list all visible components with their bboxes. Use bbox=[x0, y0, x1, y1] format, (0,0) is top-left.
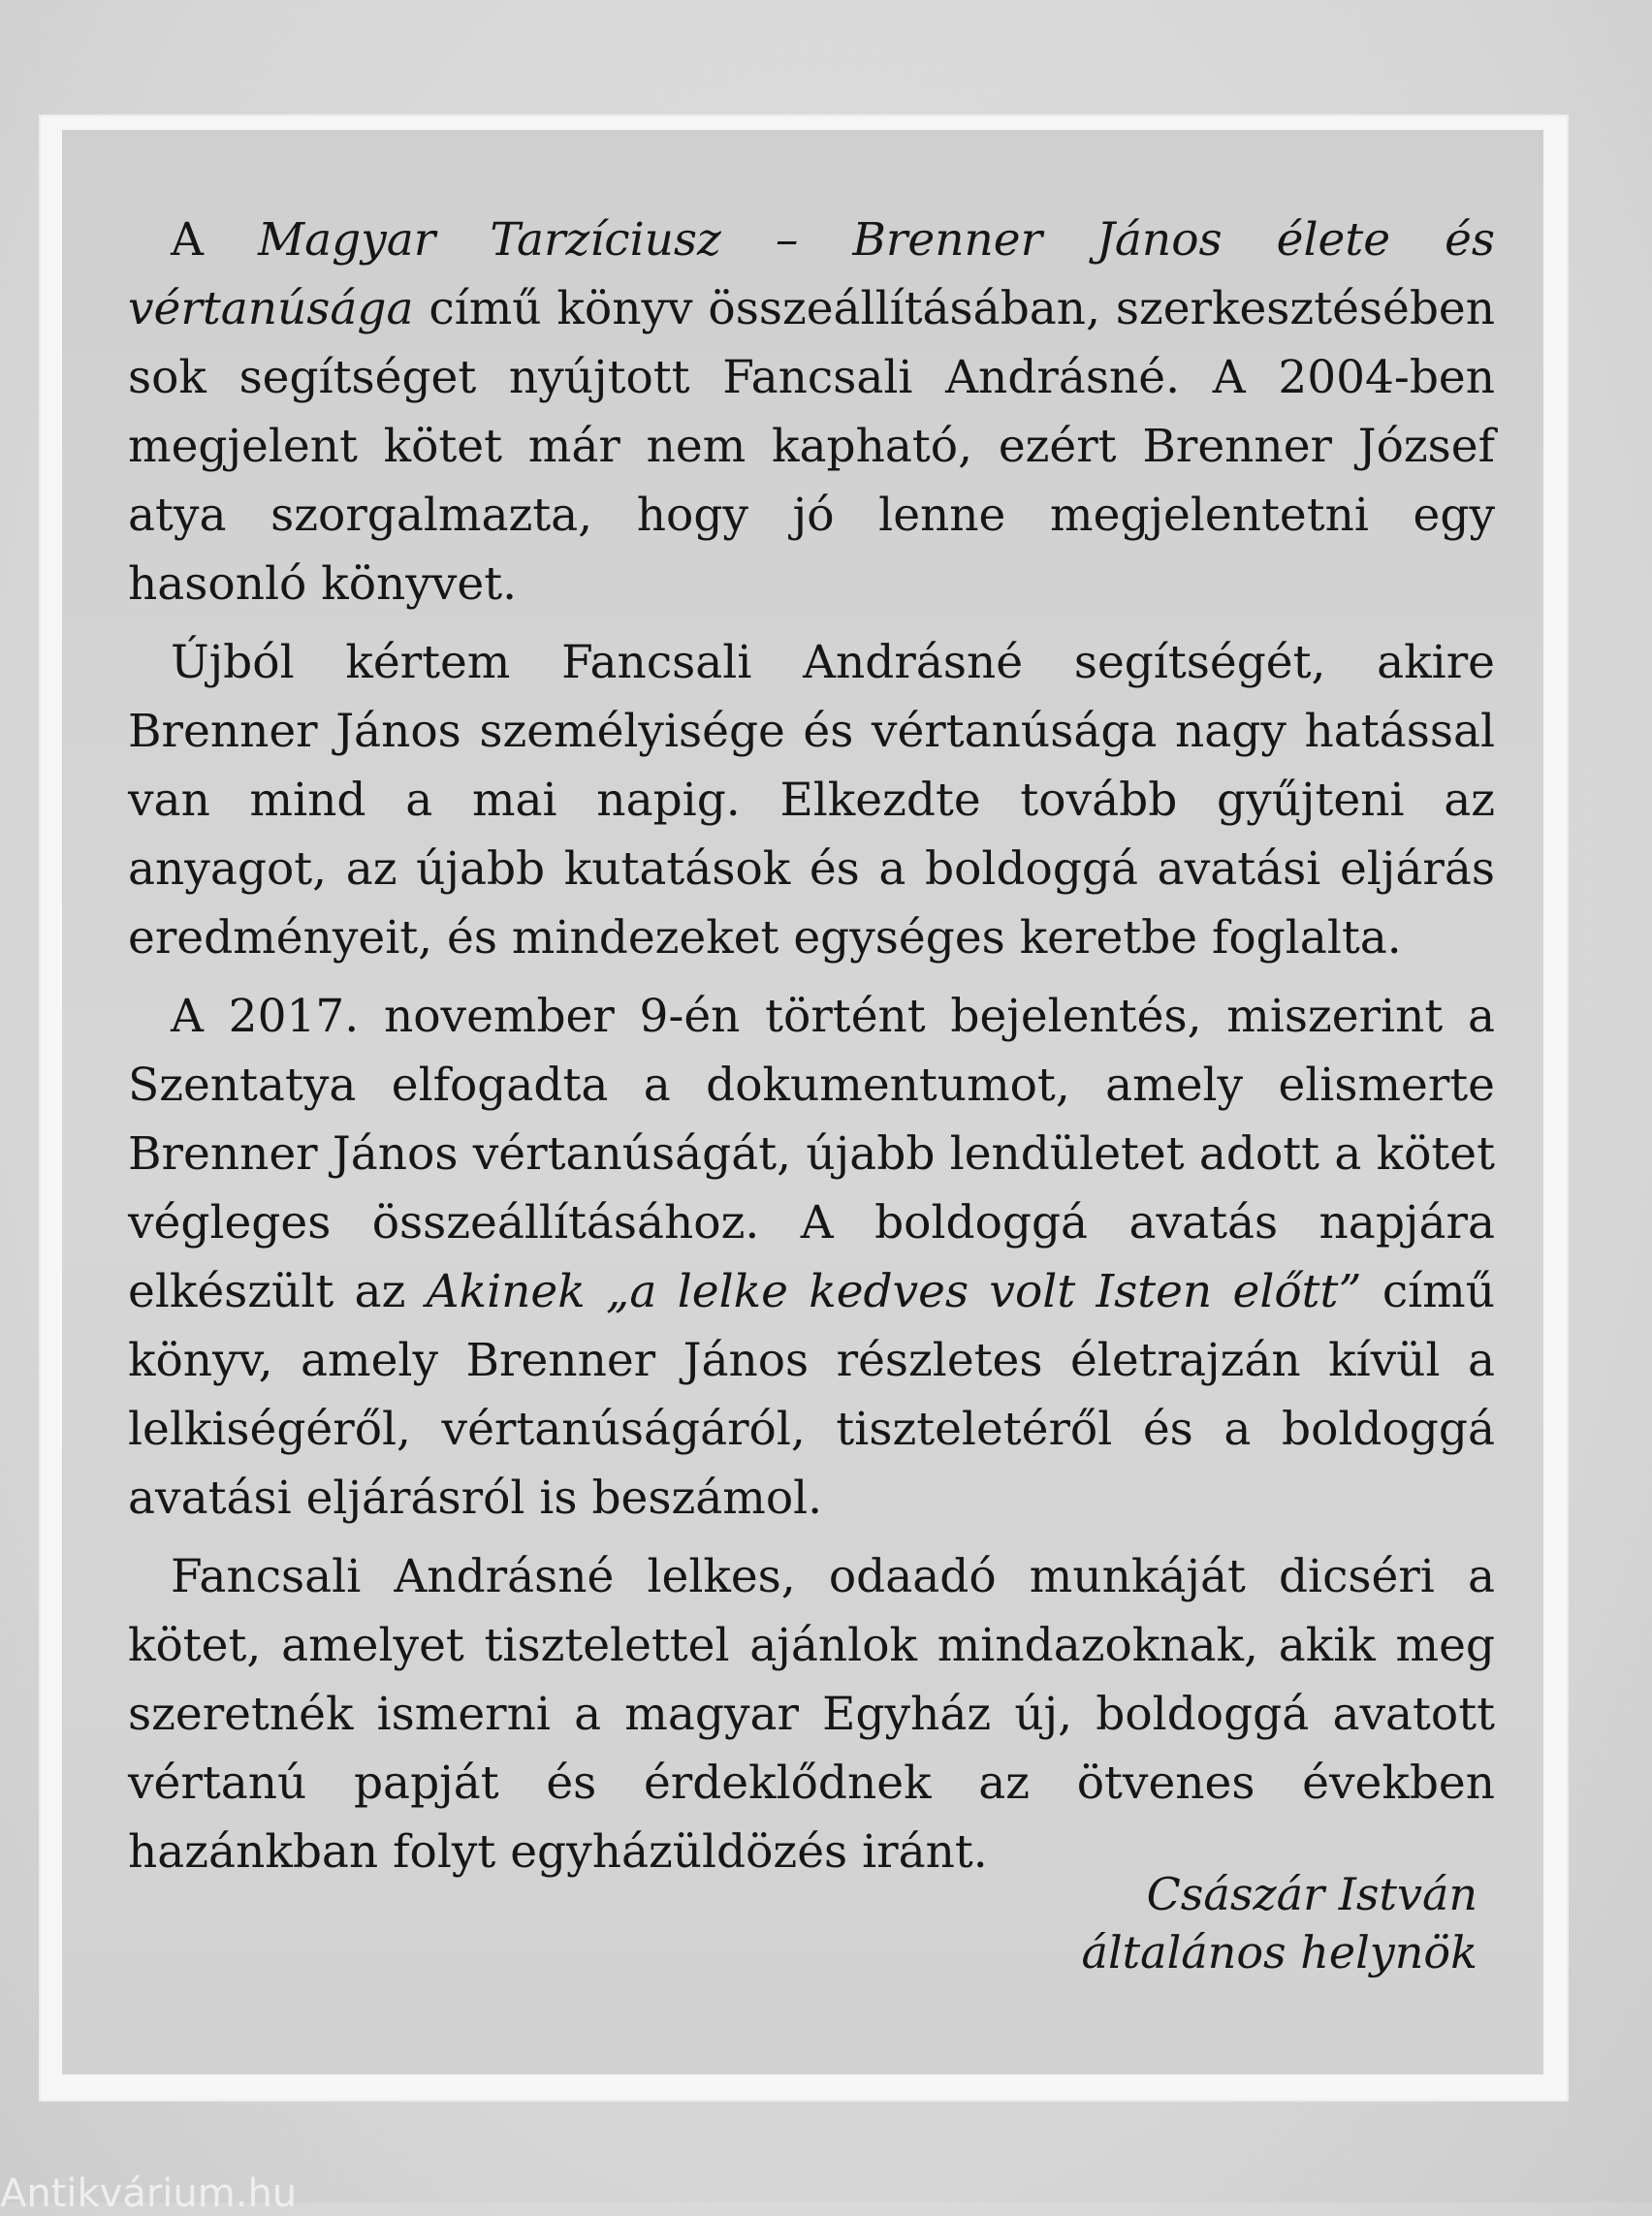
signature-title: általános helynök bbox=[1081, 1926, 1477, 1979]
book-title-2: Akinek „a lelke kedves volt Isten előtt” bbox=[426, 1265, 1362, 1318]
paragraph-4-part-1: Fancsali Andrásné lelkes, odaadó munkáját dicséri a kötet, amelyet tisztelettel ajánlok mindazoknak, akik meg szeretnék ismerni a magyar Egyház új, boldoggá avatott vértanú papját és érdeklődnek az ötvenes években hazánkban folyt egyházüldözés iránt. bbox=[128, 1550, 1495, 1879]
paragraph-3 bbox=[128, 982, 1495, 1533]
body-text bbox=[128, 206, 1495, 1896]
paragraph-2 bbox=[128, 628, 1495, 972]
book-title-1: Magyar Tarzíciusz – Brenner János élete és vértanúsága bbox=[128, 213, 1496, 335]
page-sheet bbox=[39, 114, 1569, 2102]
paragraph-3-part-3: című könyv, amely Brenner János részletes életrajzán kívül a lelkiségéről, vértanúságáról, tiszteletéről és a boldoggá avatási eljárásról is beszámol. bbox=[128, 1265, 1496, 1525]
paragraph-2-part-1: Újból kértem Fancsali Andrásné segítségét, akire Brenner János személyisége és vértanúsága nagy hatással van mind a mai napig. Elkezdte tovább gyűjteni az anyagot, az újabb kutatások és a boldoggá avatási eljárás eredményeit, és mindezeket egységes keretbe foglalta. bbox=[128, 636, 1495, 965]
watermark: Antikvárium.hu bbox=[0, 2171, 298, 2216]
paragraph-1-part-1: A bbox=[171, 213, 258, 267]
paragraph-1-part-3: című könyv összeállításában, szerkesztésében sok segítséget nyújtott Fancsali Andrásné. A 2004-ben megjelent kötet már nem kapható, ezért Brenner József atya szorgalmazta, hogy jó lenne megjelentetni egy hasonló könyvet. bbox=[128, 282, 1495, 611]
signature-block bbox=[1082, 1865, 1477, 1981]
paragraph-1 bbox=[128, 206, 1495, 618]
paragraph-3-part-1: A 2017. november 9-én történt bejelentés, miszerint a Szentatya elfogadta a dokumentumot, amely elismerte Brenner János vértanúságát, újabb lendületet adott a kötet végleges összeállításához. A boldoggá avatás napjára elkészült az bbox=[128, 990, 1495, 1318]
signature-name: Császár István bbox=[1146, 1868, 1477, 1920]
paragraph-4 bbox=[128, 1542, 1495, 1886]
text-panel bbox=[62, 130, 1543, 2074]
